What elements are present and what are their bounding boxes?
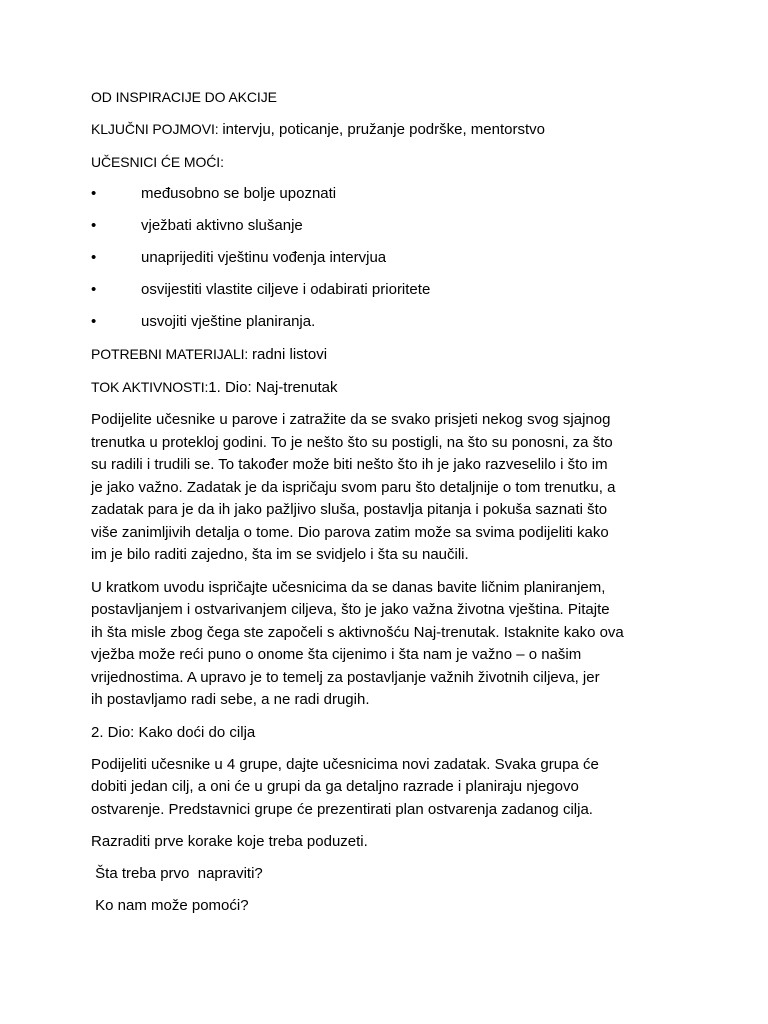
activity-text: 1. Dio: Naj-trenutak: [208, 379, 338, 396]
paragraph-line: ih šta misle zbog čega ste započeli s aktivnošću Naj-trenutak. Istaknite kako ova: [91, 623, 624, 641]
materials-text: radni listovi: [252, 346, 328, 363]
first-steps-line: Razraditi prve korake koje treba poduzeti.: [91, 833, 368, 850]
document-title: OD INSPIRACIJE DO AKCIJE: [91, 89, 277, 105]
list-item: [91, 215, 691, 237]
list-item-text: vježbati aktivno slušanje: [141, 217, 303, 234]
list-item: [91, 311, 691, 333]
paragraph-line: vrijednostima. A upravo je to temelj za postavljanje važnih životnih ciljeva, jer: [91, 668, 600, 686]
bullet-icon: •: [91, 249, 97, 266]
paragraph-line: više zanimljivih detalja o tome. Dio parova zatim može sa svima podijeliti kako: [91, 523, 609, 541]
list-item-text: osvijestiti vlastite ciljeve i odabirati prioritete: [141, 281, 431, 298]
list-item: [91, 183, 691, 205]
paragraph-line: ostvarenje. Predstavnici grupe će prezentirati plan ostvarenja zadanog cilja.: [91, 800, 593, 818]
materials-line: [91, 343, 691, 366]
paragraph-line: Podijeliti učesnike u 4 grupe, dajte učesnicima novi zadatak. Svaka grupa će: [91, 755, 599, 773]
key-terms-text: intervju, poticanje, pružanje podrške, mentorstvo: [222, 121, 545, 138]
activity-label: TOK AKTIVNOSTI:: [91, 379, 209, 395]
bullet-icon: •: [91, 217, 97, 234]
paragraph-line: Podijelite učesnike u parove i zatražite da se svako prisjeti nekog svog sjajnog: [91, 411, 611, 428]
list-item-text: međusobno se bolje upoznati: [141, 185, 337, 202]
paragraph-line: je jako važno. Zadatak je da ispričaju svom paru što detaljnije o tom trenutku, a: [91, 478, 616, 496]
document-content: [91, 86, 691, 927]
paragraph-pairs-activity: [91, 409, 691, 567]
paragraph-line: vježba može reći puno o onome šta cijenimo i šta nam je važno – o našim: [91, 646, 582, 663]
part2-heading: 2. Dio: Kako doći do cilja: [91, 723, 256, 741]
paragraph-line: zadatak para je da ih jako pažljivo sluša, postavlja pitanja i pokuša saznati što: [91, 501, 608, 518]
activity-line: [91, 376, 691, 399]
paragraph-line: postavljanjem i ostvarivanjem ciljeva, što je jako važna životna vještina. Pitajte: [91, 601, 610, 618]
list-item: [91, 247, 691, 269]
paragraph-groups: [91, 754, 691, 822]
bullet-icon: •: [91, 313, 97, 330]
paragraph-introduction: [91, 577, 691, 712]
bullet-icon: •: [91, 281, 97, 298]
objectives-list: [91, 183, 691, 333]
paragraph-line: su radili i trudili se. To također može biti nešto što ih je jako razveselilo i što im: [91, 456, 608, 473]
bullet-icon: •: [91, 185, 97, 202]
paragraph-line: U kratkom uvodu ispričajte učesnicima da se danas bavite ličnim planiranjem,: [91, 578, 606, 596]
list-item-text: unaprijediti vještinu vođenja intervjua: [141, 249, 387, 266]
materials-label: POTREBNI MATERIJALI:: [91, 346, 252, 362]
paragraph-line: ih postavljamo radi sebe, a ne radi drugih.: [91, 691, 370, 708]
paragraph-line: trenutka u protekloj godini. To je nešto što su postigli, na što su ponosni, za što: [91, 433, 613, 451]
list-item-text: usvojiti vještine planiranja.: [141, 313, 316, 330]
key-terms-label: KLJUČNI POJMOVI:: [91, 121, 223, 137]
participants-heading: UČESNICI ĆE MOĆI:: [91, 154, 224, 170]
paragraph-line: dobiti jedan cilj, a oni će u grupi da ga detaljno razrade i planiraju njegovo: [91, 778, 579, 795]
list-item: [91, 279, 691, 301]
question-line: Ko nam može pomoći?: [91, 897, 249, 914]
paragraph-line: im je bilo raditi zajedno, šta im se svidjelo i šta su naučili.: [91, 546, 469, 563]
key-terms-line: [91, 118, 691, 141]
question-line: Šta treba prvo napraviti?: [91, 865, 263, 882]
